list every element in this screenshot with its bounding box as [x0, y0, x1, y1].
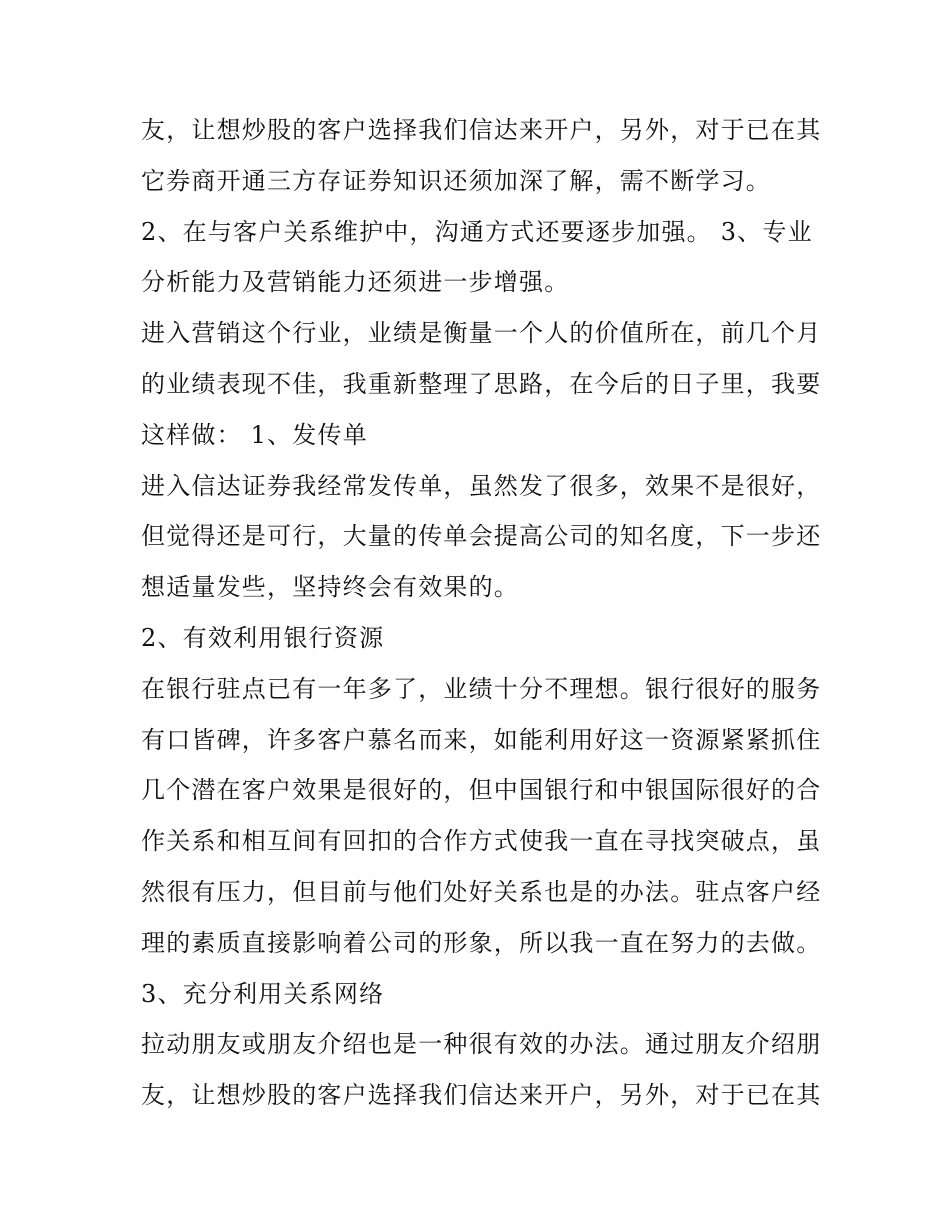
- text-line: 然很有压力，但目前与他们处好关系也是的办法。驻点客户经: [141, 877, 822, 906]
- text-line: 它券商开通三方存证券知识还须加深了解，需不断学习。: [141, 166, 771, 195]
- text-line: 3、充分利用关系网络: [141, 979, 385, 1008]
- text-line: 在银行驻点已有一年多了，业绩十分不理想。银行很好的服务: [141, 674, 822, 703]
- text-line: 2、在与客户关系维护中，沟通方式还要逐步加强。 3、专业: [141, 217, 813, 246]
- text-line: 进入信达证券我经常发传单，虽然发了很多，效果不是很好，: [141, 471, 822, 500]
- text-line: 分析能力及营销能力还须进一步增强。: [141, 268, 570, 297]
- text-line: 的业绩表现不佳，我重新整理了思路，在今后的日子里，我要: [141, 369, 822, 398]
- text-line: 友，让想炒股的客户选择我们信达来开户，另外，对于已在其: [141, 1081, 822, 1110]
- text-line: 几个潜在客户效果是很好的，但中国银行和中银国际很好的合: [141, 776, 822, 805]
- text-line: 有口皆碑，许多客户慕名而来，如能利用好这一资源紧紧抓住: [141, 725, 822, 754]
- text-line: 但觉得还是可行，大量的传单会提高公司的知名度，下一步还: [141, 522, 822, 551]
- text-line: 友，让想炒股的客户选择我们信达来开户，另外，对于已在其: [141, 116, 822, 144]
- text-line: 2、有效利用银行资源: [141, 623, 385, 652]
- text-line: 理的素质直接影响着公司的形象，所以我一直在努力的去做。: [141, 928, 822, 957]
- document-body: [141, 105, 821, 1121]
- text-line: 拉动朋友或朋友介绍也是一种很有效的办法。通过朋友介绍朋: [141, 1030, 822, 1059]
- text-line: 这样做： 1、发传单: [141, 420, 368, 449]
- text-line: 作关系和相互间有回扣的合作方式使我一直在寻找突破点，虽: [141, 827, 822, 856]
- text-line: 想适量发些，坚持终会有效果的。: [141, 573, 519, 602]
- text-line: 进入营销这个行业，业绩是衡量一个人的价值所在，前几个月: [141, 319, 822, 348]
